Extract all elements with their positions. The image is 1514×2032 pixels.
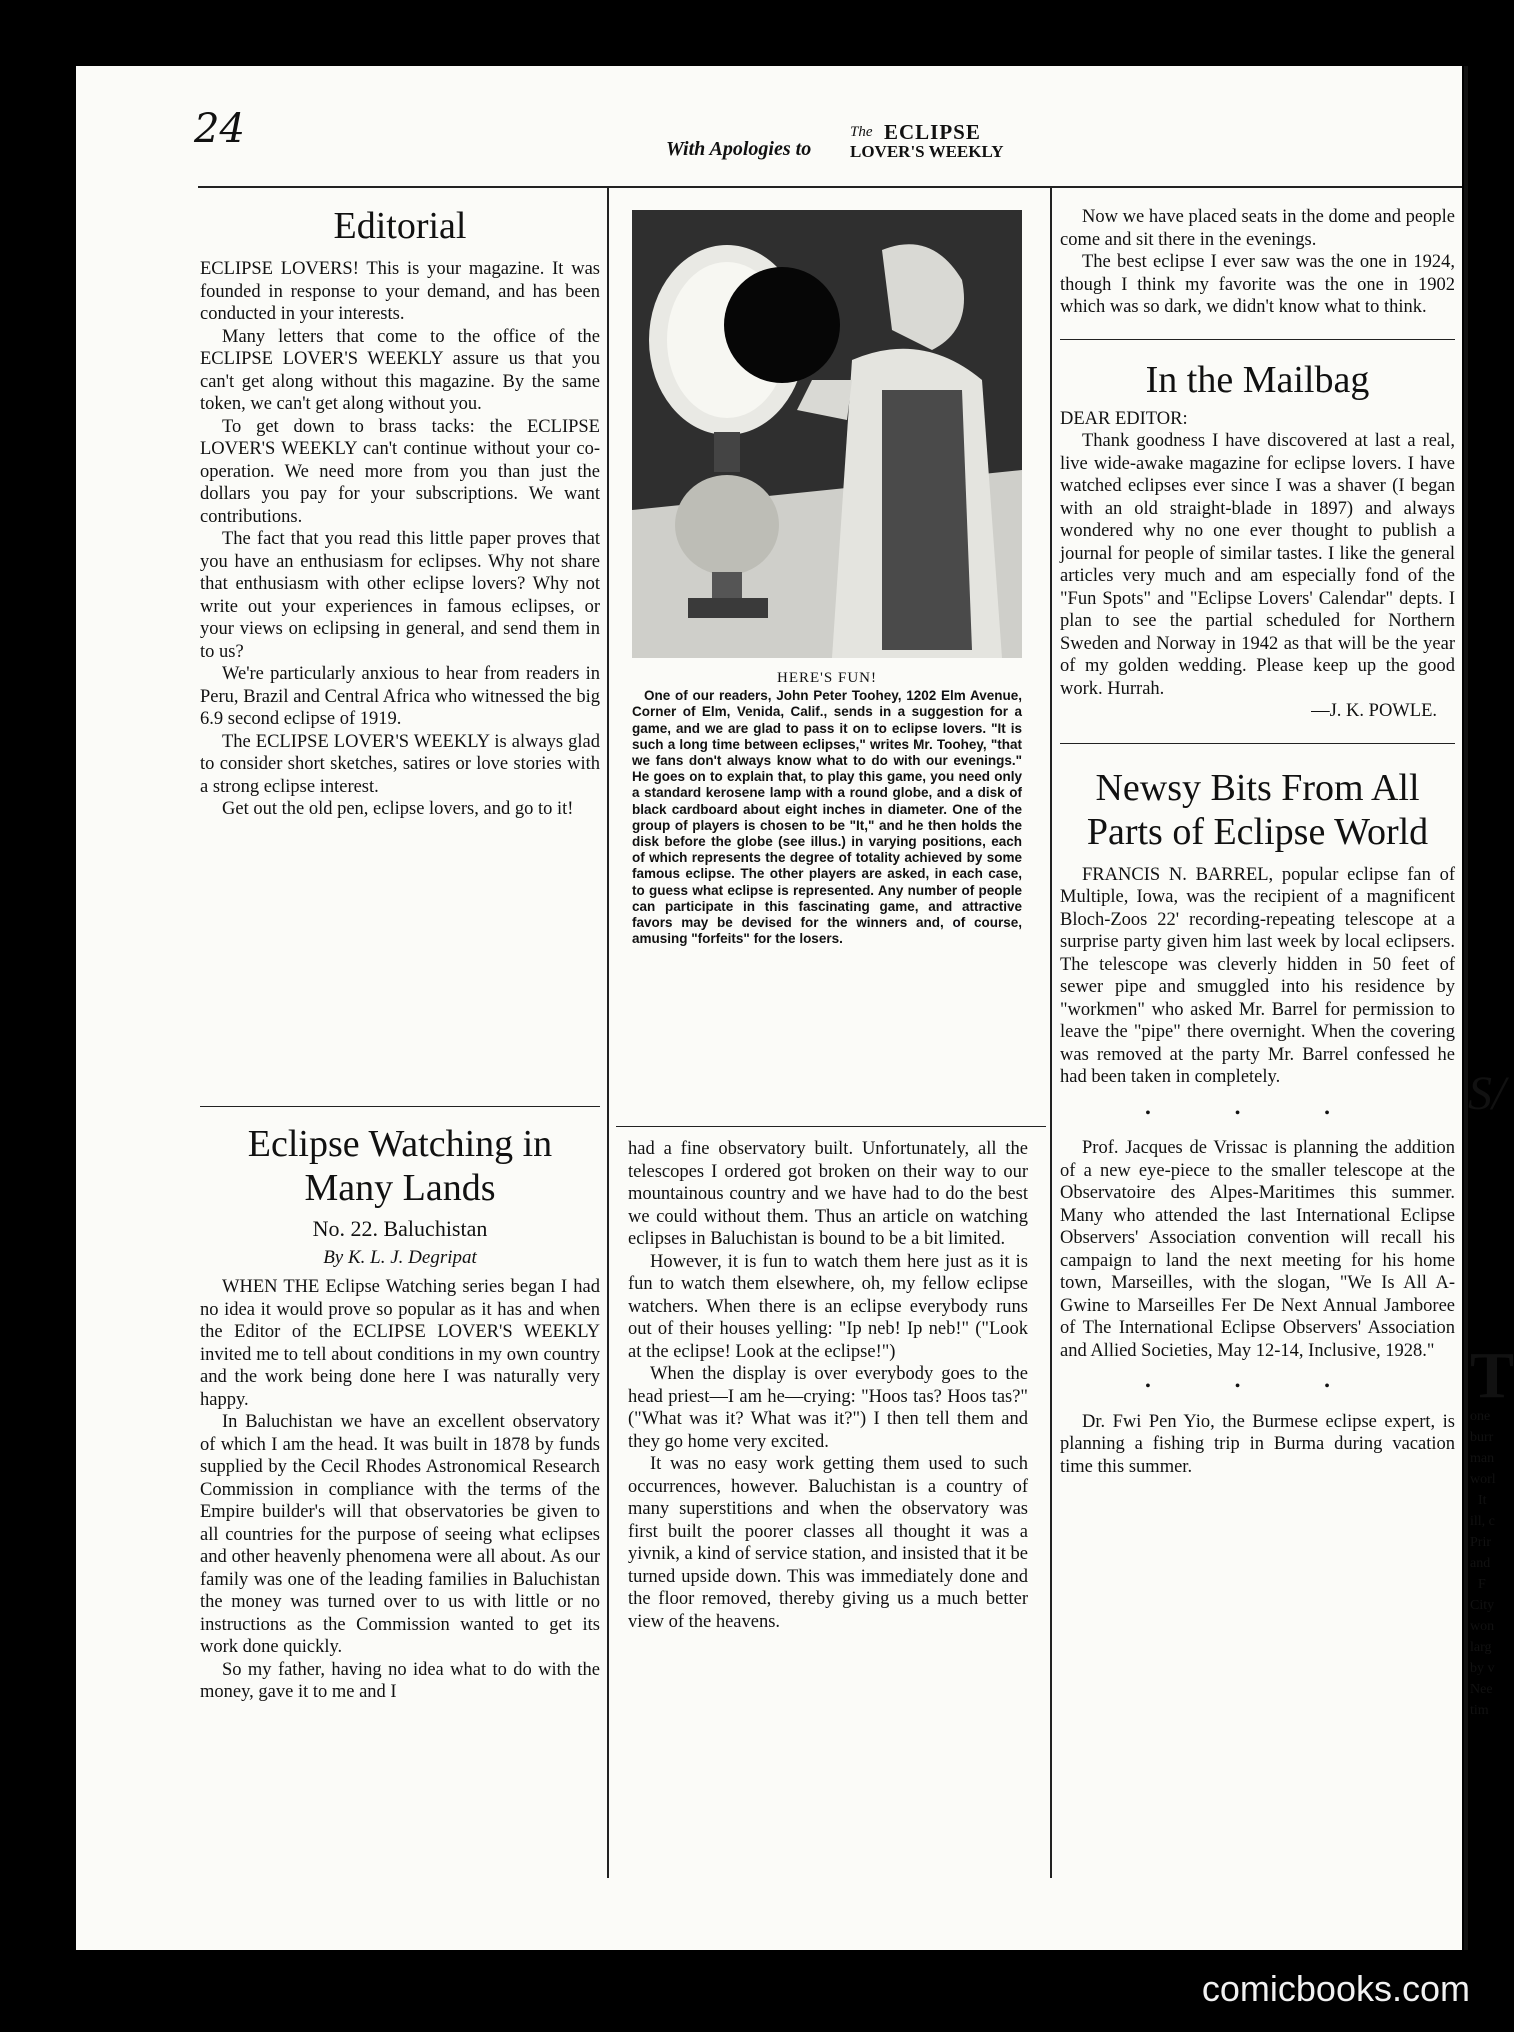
- editorial-rule: [200, 1106, 600, 1107]
- caption-title: HERE'S FUN!: [777, 670, 877, 686]
- mailbag-letter: Thank goodness I have discovered at last a real, live wide-awake magazine for eclipse lovers. I have watched eclipses ever since I was a shaver (I began with an old straight-blade in 1897) and always wondered why no one ever thought to publish a journal for people of similar tastes. I like the general articles very much and am especially fond of the "Fun Spots" and "Eclipse Lovers' Calendar" depts. I plan to see the partial scheduled for Northern Sweden and Norway in 1942 as that will be the year of my golden wedding. Please keep up the good work. Hurrah.: [1060, 431, 1455, 699]
- editorial-section: [200, 204, 600, 1094]
- watching-paragraph: However, it is fun to watch them here just as it is fun to watch them elsewhere, oh, my fellow eclipse watchers. When there is an eclipse everybody runs out of their houses yelling: "Ip neb! Ip neb!" ("Look at the eclipse! Look at the eclipse!"): [628, 1251, 1028, 1362]
- header-title-line1: ECLIPSE: [884, 120, 981, 144]
- fragment-line: F: [1478, 1577, 1486, 1592]
- news-item: Prof. Jacques de Vrissac is planning the addition of a new eye-piece to the smaller telescope at the Observatoire des Alpes-Maritimes this summer. Many who attended the last International Eclipse Observers' Association convention will recall his campaign to land the next meeting for his home town, Marseilles, with the slogan, "We Is All A-Gwine to Marseilles Fer De Next Annual Jamboree of The International Eclipse Observers' Association and Allied Societies, May 12-14, Inclusive, 1928.": [1060, 1138, 1455, 1361]
- eclipse-watching-section: [200, 1122, 600, 1882]
- header-title-line2: LOVER'S WEEKLY: [850, 142, 1004, 161]
- fragment-line: one: [1470, 1409, 1491, 1424]
- fragment-line: man: [1470, 1451, 1495, 1466]
- header-the: The: [850, 124, 873, 140]
- fragment-line: won: [1470, 1619, 1495, 1634]
- editorial-paragraph: To get down to brass tacks: the ECLIPSE LOVER'S WEEKLY can't continue without your co-operation. We need more from you than just the dollars you pay for your subscriptions. We want contributions.: [200, 416, 600, 527]
- fragment-line: worl: [1470, 1472, 1496, 1487]
- watching-title-line2: Many Lands: [304, 1167, 496, 1209]
- page-number: 24: [194, 106, 245, 152]
- mailbag-signature: —J. K. POWLE.: [1311, 701, 1437, 721]
- section-dots: • • •: [1145, 1378, 1370, 1395]
- watching-paragraph: had a fine observatory built. Unfortunately, all the telescopes I ordered got broken on their way to our mountainous country and we have had to do the best we could without them. Thus an article on watching eclipses in Baluchistan is bound to be a bit limited.: [628, 1139, 1028, 1249]
- column-divider-2: [1050, 188, 1052, 1878]
- header-prefix: With Apologies to: [666, 138, 812, 160]
- mailbag-salutation: DEAR EDITOR:: [1060, 408, 1188, 429]
- fragment-line: Nee: [1470, 1682, 1493, 1697]
- fragment-line: burr: [1470, 1430, 1494, 1445]
- lamp-game-drawing: [632, 210, 1022, 658]
- news-item: Dr. Fwi Pen Yio, the Burmese eclipse expert, is planning a fishing trip in Burma during vacation time this summer.: [1060, 1411, 1455, 1477]
- newsy-title-line2: Parts of Eclipse World: [1086, 810, 1429, 853]
- fragment-line: Prir: [1470, 1535, 1491, 1550]
- header-rule: [198, 186, 1462, 188]
- section-dots: • • •: [1145, 1104, 1370, 1122]
- editorial-paragraph: Get out the old pen, eclipse lovers, and go to it!: [222, 799, 574, 819]
- column-divider-1: [607, 188, 609, 1878]
- facing-page-dropcap: T: [1470, 1339, 1514, 1412]
- fragment-line: ill, c: [1470, 1514, 1495, 1529]
- fragment-line: City: [1470, 1598, 1495, 1613]
- watching-byline: By K. L. J. Degripat: [323, 1247, 477, 1268]
- newsy-title-line1: Newsy Bits From All: [1095, 766, 1420, 809]
- watching-end-paragraph: Now we have placed seats in the dome and people come and sit there in the evenings.: [1060, 207, 1455, 250]
- watching-end-paragraph: The best eclipse I ever saw was the one in 1924, though I think my favorite was the one in 1902 which was so dark, we didn't know what to think.: [1060, 252, 1455, 317]
- watermark: comicbooks.com: [1201, 1968, 1470, 2009]
- editorial-paragraph: ECLIPSE LOVERS! This is your magazine. It was founded in response to your demand, and has been conducted in your interests.: [200, 259, 600, 324]
- watching-paragraph: So my father, having no idea what to do with the money, gave it to me and I: [200, 1659, 600, 1702]
- editorial-title: Editorial: [333, 205, 467, 247]
- fragment-line: larg: [1470, 1640, 1492, 1655]
- illustration-caption: [632, 670, 1022, 947]
- editorial-paragraph: The fact that you read this little paper proves that you have an enthusiasm for eclipses. Why not share that enthusiasm with other eclipse lovers? Why not write out your experiences in famous eclipses, or your views on eclipsing in general, and send them in to us?: [200, 529, 600, 662]
- facing-page-sa: S/: [1468, 1067, 1506, 1120]
- fragment-line: tim: [1470, 1703, 1489, 1718]
- fragment-line: and: [1470, 1556, 1491, 1571]
- caption-text: One of our readers, John Peter Toohey, 1202 Elm Avenue, Corner of Elm, Venida, Calif., sends in a suggestion for a game, and we are glad to pass it on to eclipse lovers. "It is such a long time between eclipses," writes Mr. Toohey, "that we fans don't always know what to do with our evenings." He goes on to explain that, to play this game, you need only a standard kerosene lamp with a round globe, and a disk of black cardboard about eight inches in diameter. One of the group of players is chosen to be "It," and he then holds the disk before the globe (see illus.) in varying positions, each of which represents the degree of totality achieved by some famous eclipse. The other players are asked, in each case, to guess what eclipse is represented. Any number of people can participate in this fascinating game, and attractive favors may be devised for the winners and, of course, amusing "forfeits" for the losers.: [632, 688, 1022, 947]
- newsy-rule-top: [1060, 743, 1455, 744]
- watching-paragraph: In Baluchistan we have an excellent observatory of which I am the head. It was built in 1878 by funds supplied by the Cecil Rhodes Astronomical Research Commission in compliance with the terms of the Empire builder's will that observatories be given to all countries for the purpose of seeing what eclipses and other heavenly phenomena were all about. As our family was one of the leading families in Baluchistan the money was turned over to us with little or no instructions as the Commission wanted to get its work done quickly.: [200, 1412, 600, 1657]
- facing-page-fragments: [1470, 1406, 1500, 1721]
- fragment-line: It: [1478, 1493, 1487, 1508]
- watching-paragraph: It was no easy work getting them used to such occurrences, however. Baluchistan is a country of many superstitions and when the observatory was first built the poorer classes all thought it was a yivnik, a kind of service station, and insisted that it be turned upside down. This was immediately done and the floor removed, thereby giving us a much better view of the heavens.: [628, 1454, 1028, 1632]
- news-item: FRANCIS N. BARREL, popular eclipse fan of Multiple, Iowa, was the recipient of a magnificent Bloch-Zoos 22' recording-repeating telescope at a surprise party given him last week by local eclipsers. The telescope was cleverly hidden in 50 feet of sewer pipe and smuggled into his residence by "workmen" who asked Mr. Barrel for permission to leave the "pipe" there overnight. When the covering was removed at the party Mr. Barrel confessed he had been taken in completely.: [1060, 864, 1455, 1087]
- editorial-paragraph: Many letters that come to the office of the ECLIPSE LOVER'S WEEKLY assure us that you can't get along without this magazine. By the same token, we can't get along without you.: [200, 326, 600, 414]
- column-three: [1060, 206, 1455, 1886]
- watching-subtitle: No. 22. Baluchistan: [312, 1216, 488, 1241]
- mailbag-title: In the Mailbag: [1145, 358, 1370, 401]
- mailbag-rule-top: [1060, 339, 1455, 340]
- facing-page-strip: [1464, 66, 1468, 1950]
- caption-rule: [616, 1126, 1046, 1127]
- editorial-paragraph: The ECLIPSE LOVER'S WEEKLY is always glad to consider short sketches, satires or love stories with a strong eclipse interest.: [200, 731, 600, 797]
- editorial-paragraph: We're particularly anxious to hear from readers in Peru, Brazil and Central Africa who witnessed the big 6.9 second eclipse of 1919.: [200, 664, 600, 729]
- magazine-page: [76, 66, 1514, 1950]
- eclipse-watching-continued: [628, 1138, 1028, 1878]
- watching-paragraph: When the display is over everybody goes to the head priest—I am he—crying: "Hoos tas? Hoos tas?" ("What was it? What was it?") I then tell them and they go home very excited.: [628, 1364, 1028, 1452]
- lamp-illustration: [632, 210, 1022, 658]
- watching-paragraph: WHEN THE Eclipse Watching series began I had no idea it would prove so popular as it has and when the Editor of the ECLIPSE LOVER'S WEEKLY invited me to tell about conditions in my own country and the work being done here I was naturally very happy.: [200, 1277, 600, 1410]
- watching-title-line1: Eclipse Watching in: [247, 1123, 553, 1165]
- fragment-line: by v: [1470, 1661, 1495, 1676]
